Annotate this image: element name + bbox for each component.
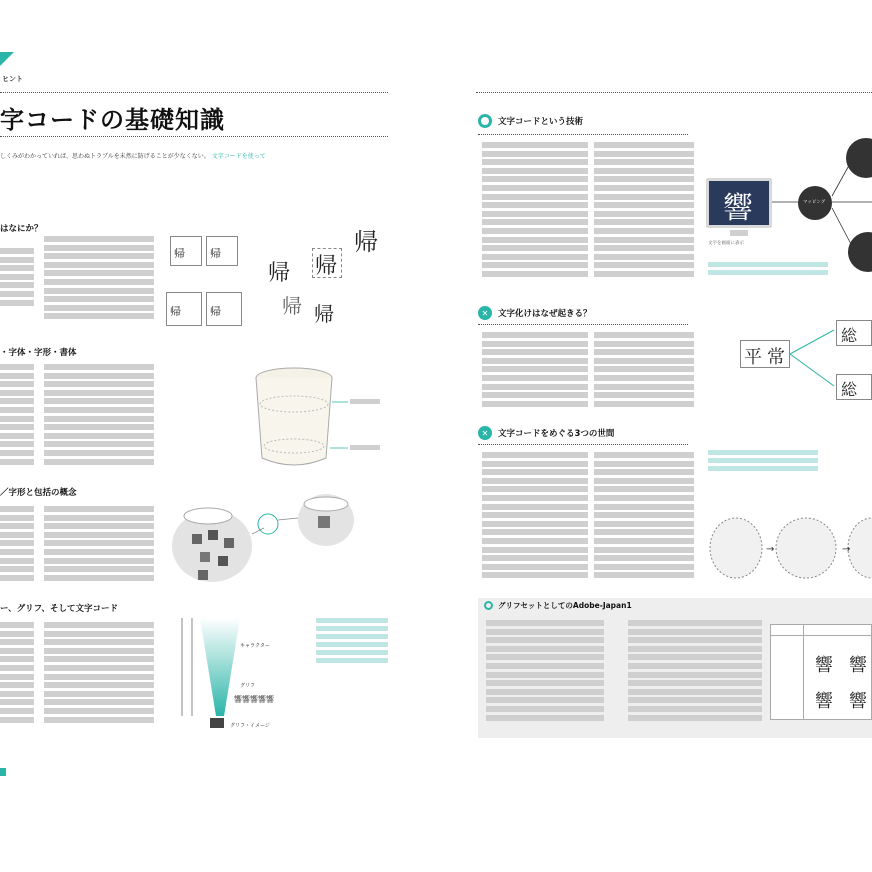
monitor-stand [730,230,748,236]
body-column [44,364,154,476]
body-column [594,332,694,412]
body-column [0,364,34,476]
lead-text: しくみがわかっていれば、思わぬトラブルを未然に防げることが少なくない。 [0,153,210,160]
body-column [44,236,154,328]
body-column [594,142,694,292]
funnel-figure [170,612,310,738]
panel-heading: グリフセットとしてのAdobe-Japan1 [484,600,632,611]
right-heading-2: ✕ 文字化けはなぜ起きる？ [478,306,592,320]
kanji-large: 帰 [314,302,334,326]
svg-text:→: → [842,544,851,555]
side-note [708,262,828,282]
variant-diagram: 平 常 総 総 [720,318,872,418]
body-column [594,452,694,588]
glyph-table [770,624,872,720]
body-column [628,620,762,730]
side-note [316,618,388,718]
section-heading-3: ／字形と包括の概念 [0,488,77,498]
kanji-large: 帰 [282,294,302,318]
cylinder-figure [248,366,388,476]
body-column [482,332,588,412]
x-icon: ✕ [478,306,492,320]
kanji-large: 帰 [354,228,378,256]
footer-mark [0,768,6,776]
monitor-caption: 文字を画面に表示 [708,241,744,246]
x-icon: ✕ [478,426,492,440]
search-icon [484,601,493,610]
body-column [486,620,604,730]
monitor-glyph: 響 [723,191,753,226]
top-rule [0,92,388,93]
body-column [482,452,588,588]
lead-highlight: 文字コードを使って [211,153,266,160]
table-glyph: 響 [849,691,867,712]
section-heading-4: ー、グリフ、そして文字コード [0,604,118,614]
glyph-set-figure [168,490,388,590]
right-heading-1: 文字コードという技術 [478,114,583,128]
body-column [44,506,154,590]
accent-triangle [0,52,14,66]
table-glyph: 響 [849,655,867,676]
table-glyph: 響 [815,655,833,676]
left-page [0,0,400,872]
mapping-node: マッピング [798,186,832,220]
body-column [482,142,588,292]
title-rule [0,136,388,137]
circle-icon [478,114,492,128]
table-glyph: 響 [815,691,833,712]
page-title: 字コードの基礎知識 [0,106,225,134]
glyph-row: 響響響響響 [234,695,274,704]
body-column [0,248,34,318]
heading-rule [478,324,688,325]
monitor-figure [706,178,772,228]
kanji-large: 帰 [268,261,291,286]
top-rule-right [476,92,872,93]
body-column [44,622,154,734]
diagram-arrows [772,150,872,260]
figure-label: キャラクター [240,643,270,649]
right-heading-3: ✕ 文字コードをめぐる3つの世間 [478,426,614,440]
heading-rule [478,444,688,445]
heading-rule [478,134,688,135]
figure-label: グリフ・イメージ [230,723,270,729]
glyph-sets-figure [708,504,872,588]
body-column [0,506,34,590]
kanji-figure: 帰 帰 帰 帰 帰 帰 帰 帰 帰 [162,230,388,340]
section-heading-1: はなにか？ [0,224,43,234]
section-heading-2: ・字体・字形・書体 [0,348,77,358]
lead-paragraph [0,152,270,161]
figure-label: グリフ [240,683,256,689]
svg-text:→: → [766,544,775,555]
side-note [708,450,818,476]
section-tag: ヒント [2,75,23,83]
body-column [0,622,34,734]
